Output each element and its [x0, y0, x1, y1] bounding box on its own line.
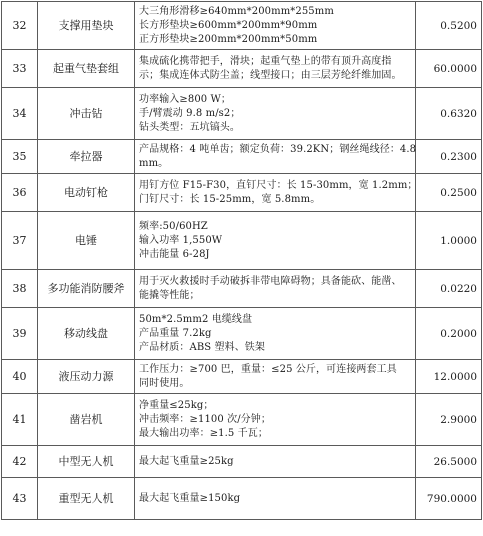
item-price: 1.0000: [416, 212, 482, 270]
table-row: [2, 212, 482, 270]
table-row: [2, 174, 482, 212]
spec-line: 同时使用。: [139, 377, 190, 389]
item-name: 牵拉器: [38, 140, 135, 174]
spec-line: 冲击能量 6-28J: [139, 248, 210, 260]
item-spec: [135, 394, 416, 446]
item-spec: [135, 212, 416, 270]
item-price: 26.5000: [416, 446, 482, 478]
row-number: 35: [2, 140, 38, 174]
item-name: 电动钉枪: [38, 174, 135, 212]
spec-line: 工作压力：≥700 巴，重量：≤25 公斤，可连接两套工具: [139, 363, 397, 375]
row-number: 41: [2, 394, 38, 446]
spec-line: 能撬等性能；: [139, 289, 200, 301]
table-body: [2, 2, 482, 520]
row-number: 38: [2, 270, 38, 308]
spec-line: 产品材质：ABS 塑料、铁架: [139, 341, 265, 353]
row-number: 40: [2, 360, 38, 394]
spec-line: 最大起飞重量≥150kg: [139, 492, 241, 504]
spec-line: 频率:50/60HZ: [139, 220, 208, 232]
item-spec: [135, 270, 416, 308]
item-name: 多功能消防腰斧: [38, 270, 135, 308]
item-spec: [135, 308, 416, 360]
spec-line: 正方形垫块≥200mm*200mm*50mm: [139, 33, 318, 45]
item-name: 电锤: [38, 212, 135, 270]
row-number: 32: [2, 2, 38, 50]
item-spec: [135, 360, 416, 394]
item-name: 支撑用垫块: [38, 2, 135, 50]
row-number: 36: [2, 174, 38, 212]
spec-line: 净重量≤25kg；: [139, 399, 214, 411]
item-name: 移动线盘: [38, 308, 135, 360]
table-row: [2, 360, 482, 394]
spec-line: 产品规格：4 吨单齿；额定负荷：39.2KN；钢丝绳线径：4.8: [139, 143, 417, 155]
table-row: [2, 394, 482, 446]
spec-line: mm。: [139, 157, 169, 169]
item-price: 60.0000: [416, 50, 482, 88]
table-row: [2, 270, 482, 308]
item-price: 2.9000: [416, 394, 482, 446]
item-price: 790.0000: [416, 478, 482, 520]
row-number: 34: [2, 88, 38, 140]
item-name: 中型无人机: [38, 446, 135, 478]
row-number: 42: [2, 446, 38, 478]
item-spec: [135, 446, 416, 478]
item-name: 凿岩机: [38, 394, 135, 446]
spec-line: 最大起飞重量≥25kg: [139, 455, 234, 467]
spec-line: 用钉方位 F15-F30，直钉尺寸：长 15-30mm，宽 1.2mm；: [139, 179, 418, 191]
spec-line: 门钉尺寸：长 15-25mm，宽 5.8mm。: [139, 193, 321, 205]
item-price: 0.6320: [416, 88, 482, 140]
item-name: 起重气垫套组: [38, 50, 135, 88]
spec-line: 50m*2.5mm2 电缆线盘: [139, 313, 253, 325]
equipment-table: [1, 1, 482, 520]
item-price: 0.2000: [416, 308, 482, 360]
spec-line: 钻头类型：五坑镐头。: [139, 121, 240, 133]
item-name: 冲击钻: [38, 88, 135, 140]
row-number: 33: [2, 50, 38, 88]
spec-line: 功率输入≥800 W；: [139, 93, 232, 105]
item-name: 重型无人机: [38, 478, 135, 520]
item-spec: [135, 140, 416, 174]
table-row: [2, 88, 482, 140]
spec-line: 最大输出功率：≥1.5 千瓦；: [139, 427, 268, 439]
item-price: 0.5200: [416, 2, 482, 50]
row-number: 37: [2, 212, 38, 270]
item-spec: [135, 174, 416, 212]
item-spec: [135, 478, 416, 520]
spec-line: 产品重量 7.2kg: [139, 327, 212, 339]
spec-line: 示；集成连体式防尘盖；线型接口；由三层芳纶纤维加固。: [139, 69, 402, 81]
table-row: [2, 50, 482, 88]
item-price: 12.0000: [416, 360, 482, 394]
table-row: [2, 2, 482, 50]
item-price: 0.2300: [416, 140, 482, 174]
item-spec: [135, 50, 416, 88]
table-row: [2, 308, 482, 360]
row-number: 39: [2, 308, 38, 360]
item-spec: [135, 88, 416, 140]
spec-line: 输入功率 1,550W: [139, 234, 223, 246]
spec-line: 集成硫化携带把手，滑块；起重气垫上的带有顶升高度指: [139, 55, 392, 67]
spec-line: 手/臂震动 9.8 m/s2；: [139, 107, 241, 119]
item-price: 0.2500: [416, 174, 482, 212]
table-row: [2, 140, 482, 174]
item-spec: [135, 2, 416, 50]
spec-line: 大三角形滑移≥640mm*200mm*255mm: [139, 5, 334, 17]
spec-line: 用于灭火救援时手动破拆非带电障碍物；具备能砍、能凿、: [139, 275, 402, 287]
item-price: 0.0220: [416, 270, 482, 308]
table-row: [2, 478, 482, 520]
spec-line: 长方形垫块≥600mm*200mm*90mm: [139, 19, 318, 31]
spec-line: 冲击频率：≥1100 次/分钟；: [139, 413, 271, 425]
row-number: 43: [2, 478, 38, 520]
item-name: 液压动力源: [38, 360, 135, 394]
table-row: [2, 446, 482, 478]
